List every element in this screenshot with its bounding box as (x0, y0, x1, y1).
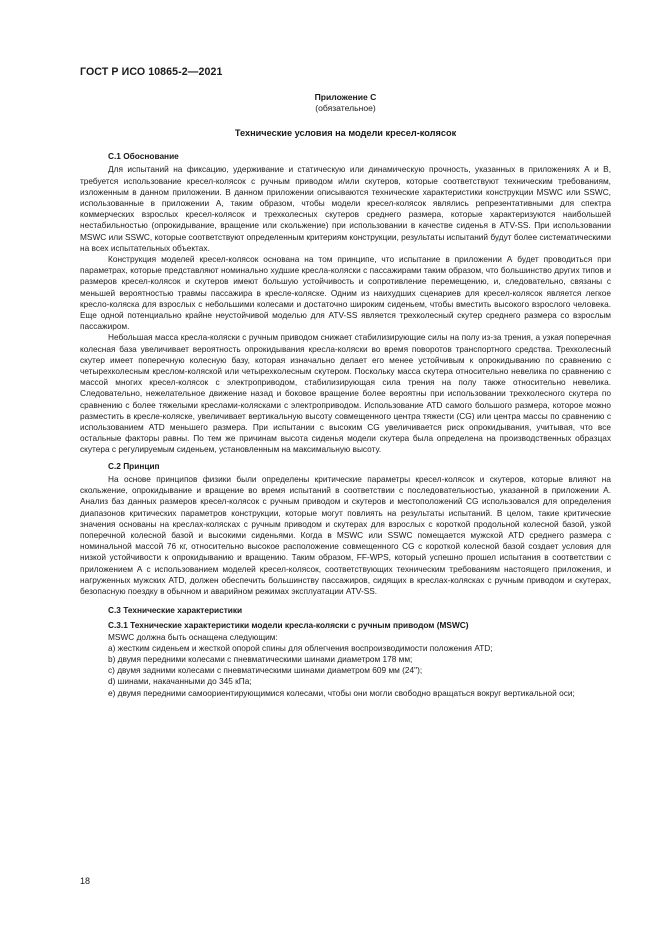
list-item: а) жестким сиденьем и жесткой опорой спины для облегчения воспроизводимости положения ATD; (108, 642, 493, 653)
section-c31-intro: MSWC должна быть оснащена следующим: (108, 631, 278, 642)
section-c2-paragraph: На основе принципов физики были определены критические параметры кресел-колясок и скутеров, которые влияют на скольжение, опрокидывание и вращение во время испытаний в соответствии с последовательностью, указанной в приложении А. Анализ баз данных размеров кресел-колясок с ручным приводом и скутеров и местоположений CG использовался для определения диапазонов критических параметров конструкции, которые могут повлиять на результаты испытаний. В целом, такие критические значения основаны на креслах-колясках с ручным приводом и скутерах для взрослых с короткой продольной колесной базой, узкой поперечной колесной базой и высокими сиденьями. Когда в MSWC или SSWC помещается мужской ATD среднего размера с номинальной массой 76 кг, относительно высокое расположение совмещенного CG с короткой колесной базой создает условия для низкой устойчивости к опрокидыванию и вращению. Таким образом, FF-WPS, который успешно прошел испытания в соответствии с приложением А с использованием моделей кресел-колясок, соответствующих техническим требованиям настоящего приложения, и нагруженных мужских ATD, должен обеспечить большинству пассажиров, сидящих в креслах-колясках с ручным приводом и скутерах, безопасную поездку в обычном и аварийном режимах эксплуатации ATV-SS. (80, 473, 611, 596)
list-item: с) двумя задними колесами с пневматическими шинами диаметром 609 мм (24"); (108, 665, 423, 676)
appendix-subtitle: (обязательное) (315, 103, 376, 113)
list-item: е) двумя передними самоориентирующимися колесами, чтобы они могли свободно вращаться вокруг вертикальной оси; (108, 687, 575, 698)
section-c31-title: С.3.1 Технические характеристики модели кресла-коляски с ручным приводом (MSWC) (108, 620, 469, 631)
section-c1-paragraph: Для испытаний на фиксацию, удерживание и статическую или динамическую прочность, указанных в приложениях А и В, требуется использование кресел-колясок с ручным приводом и/или скутеров, которые соответствуют техническим требованиям, изложенным в данном приложении. В данном приложении описываются технические характеристики конструкции MSWC или SSWC, использованные в приложении А, таким образом, чтобы модели кресел-колясок являлись репрезентативными для спектра коммерческих взрослых кресел-колясок и трехколесных скутеров среднего размера, которые характеризуются наибольшей нестабильностью (опрокидывание, вращение или скольжение) при использовании в качестве сиденья в ATV-SS. При использовании MSWC или SSWC, которые соответствуют определенным критериям конструкции, результаты испытаний будут более систематическими на всех испытательных объектах. (80, 164, 611, 253)
section-c1-paragraph: Конструкция моделей кресел-колясок основана на том принципе, что испытание в приложении А будет проводиться при параметрах, которые представляют номинально худшие кресла-коляски с пассажирами таким образом, что большинство других типов и размеров кресел-колясок и скутеров имеют большую устойчивость и сопротивление перемещению, и, следовательно, связаны с меньшей вероятностью травмы пассажира в кресле-коляске. Одним из наихудших сценариев для кресел-колясок является легкое кресло-коляска для взрослых с небольшими колесами и достаточно широким сиденьем, чтобы вместить высокого взрослого человека. Еще одной потенциально крайне неустойчивой моделью для ATV-SS является трехколесный скутер среднего размера со взрослым пассажиром. (80, 254, 611, 332)
section-c3-title: С.3 Технические характеристики (108, 605, 243, 616)
page-content (80, 92, 611, 699)
list-item: b) двумя передними колесами с пневматическими шинами диаметром 178 мм; (108, 653, 413, 664)
document-header: ГОСТ Р ИСО 10865-2—2021 (80, 66, 223, 78)
section-c1-paragraph: Небольшая масса кресла-коляски с ручным приводом снижает стабилизирующие силы на полу из-за трения, а узкая поперечная колесная база увеличивает вероятность опрокидывания кресла-коляски во время поворотов транспортного средства. Трехколесный скутер имеет поперечную колесную базу, которая изначально делает его менее устойчивым к опрокидыванию по сравнению с четырехколесным креслом-коляской или четырехколесным скутером. Поскольку масса скутера относительно невелика по сравнению с массой многих кресел-колясок с электроприводом, стабилизирующая сила трения на полу также относительно невелика. Следовательно, нежелательное движение назад и боковое вращение более вероятны при использовании трехколесного скутера по сравнению с более тяжелыми креслами-колясками с электроприводом. Использование ATD самого большого размера, которое можно разместить в кресле-коляске, увеличивает вертикальную высоту совмещенного центра тяжести (CG) или центра массы по сравнению с использованием ATD меньшего размера. При испытании с высоким CG увеличивается риск опрокидывания, учитывая, что все остальные факторы равны. По тем же причинам высота сиденья модели скутера была определена на производственных образцах скутера с регулируемым сиденьем, установленным на максимальную высоту. (80, 332, 611, 455)
appendix-title: Приложение С (314, 92, 377, 102)
page-number: 18 (80, 876, 91, 886)
appendix-heading: Технические условия на модели кресел-колясок (234, 128, 457, 138)
list-item: d) шинами, накачанными до 345 кПа; (108, 676, 252, 687)
section-c1-title: С.1 Обоснование (108, 151, 179, 162)
section-c2-title: С.2 Принцип (108, 460, 160, 471)
